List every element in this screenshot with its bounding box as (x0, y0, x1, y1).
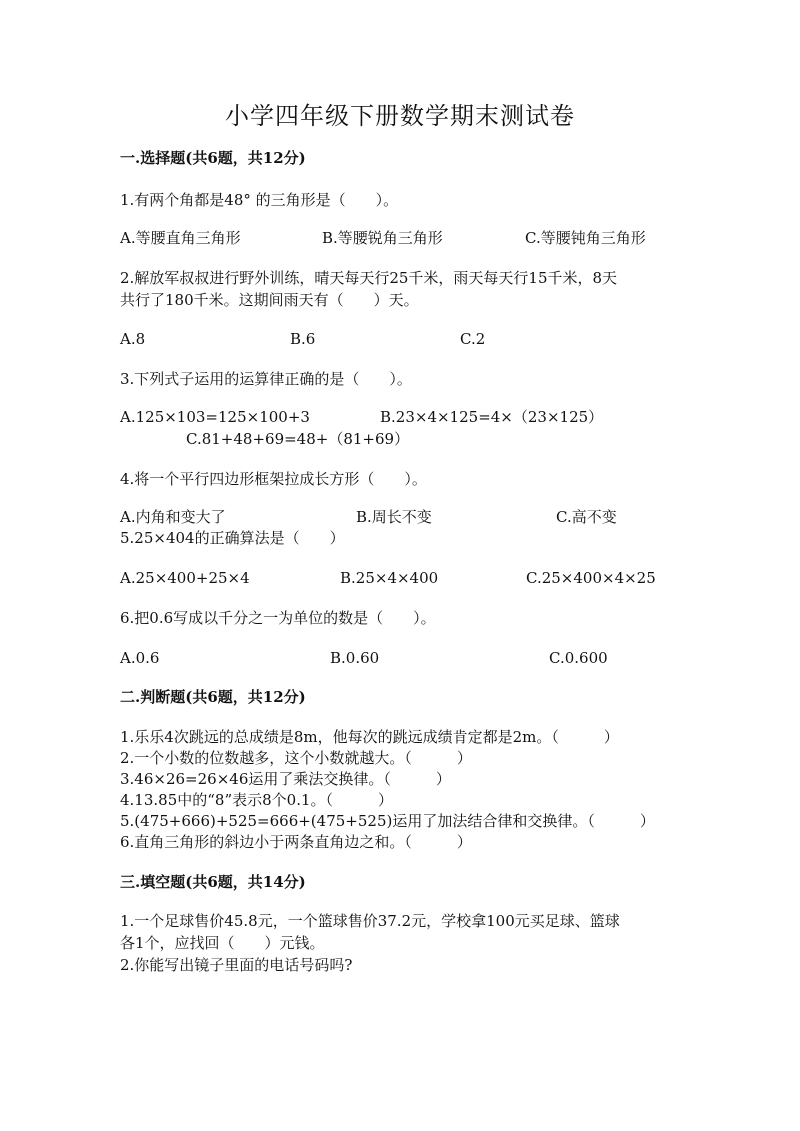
option-b: B.25×4×400 (340, 569, 439, 587)
option-a: A.125×103=125×100+3 (120, 408, 310, 426)
option-c: C.2 (460, 330, 486, 348)
section-heading-choice: 一.选择题(共6题，共12分) (120, 149, 306, 167)
question-text: 1.有两个角都是48° 的三角形是（ ）。 (120, 191, 399, 209)
option-b: B.等腰锐角三角形 (322, 229, 443, 247)
question-text: 3.下列式子运用的运算律正确的是（ ）。 (120, 370, 412, 388)
option-c: C.等腰钝角三角形 (525, 229, 646, 247)
section-heading-true-false: 二.判断题(共6题，共12分) (120, 688, 306, 706)
option-b: B.周长不变 (356, 508, 432, 526)
list-item: 5.(475+666)+525=666+(475+525)运用了加法结合律和交换律。（ ） (120, 812, 655, 830)
question-text-continued: 各1个，应找回（ ）元钱。 (120, 934, 325, 952)
option-b: B.23×4×125=4×（23×125） (380, 408, 604, 426)
option-b: B.6 (290, 330, 316, 348)
question-text: 5.25×404的正确算法是（ ） (120, 529, 345, 547)
list-item: 6.直角三角形的斜边小于两条直角边之和。（ ） (120, 833, 472, 851)
option-a: A.8 (120, 330, 146, 348)
question-text: 6.把0.6写成以千分之一为单位的数是（ ）。 (120, 609, 436, 627)
list-item: 1.乐乐4次跳远的总成绩是8m，他每次的跳远成绩肯定都是2m。（ ） (120, 728, 619, 746)
list-item: 3.46×26=26×46运用了乘法交换律。（ ） (120, 770, 451, 788)
question-text: 2.你能写出镜子里面的电话号码吗? (120, 956, 353, 974)
option-c: C.25×400×4×25 (526, 569, 656, 587)
section-heading-fill-in: 三.填空题(共6题，共14分) (120, 873, 306, 891)
question-text: 1.一个足球售价45.8元，一个篮球售价37.2元，学校拿100元买足球、篮球 (120, 912, 620, 930)
question-text: 2.解放军叔叔进行野外训练，晴天每天行25千米，雨天每天行15千米，8天 (120, 269, 618, 287)
question-text-continued: 共行了180千米。这期间雨天有（ ）天。 (120, 291, 419, 309)
option-a: A.25×400+25×4 (120, 569, 250, 587)
option-a: A.等腰直角三角形 (120, 229, 241, 247)
page-title: 小学四年级下册数学期末测试卷 (225, 102, 575, 130)
option-c: C.81+48+69=48+（81+69） (186, 430, 410, 448)
option-a: A.0.6 (120, 649, 160, 667)
list-item: 2.一个小数的位数越多，这个小数就越大。（ ） (120, 749, 472, 767)
option-c: C.0.600 (549, 649, 608, 667)
list-item: 4.13.85中的“8”表示8个0.1。（ ） (120, 791, 394, 809)
option-b: B.0.60 (330, 649, 380, 667)
question-text: 4.将一个平行四边形框架拉成长方形（ ）。 (120, 470, 427, 488)
option-a: A.内角和变大了 (120, 508, 226, 526)
option-c: C.高不变 (556, 508, 617, 526)
